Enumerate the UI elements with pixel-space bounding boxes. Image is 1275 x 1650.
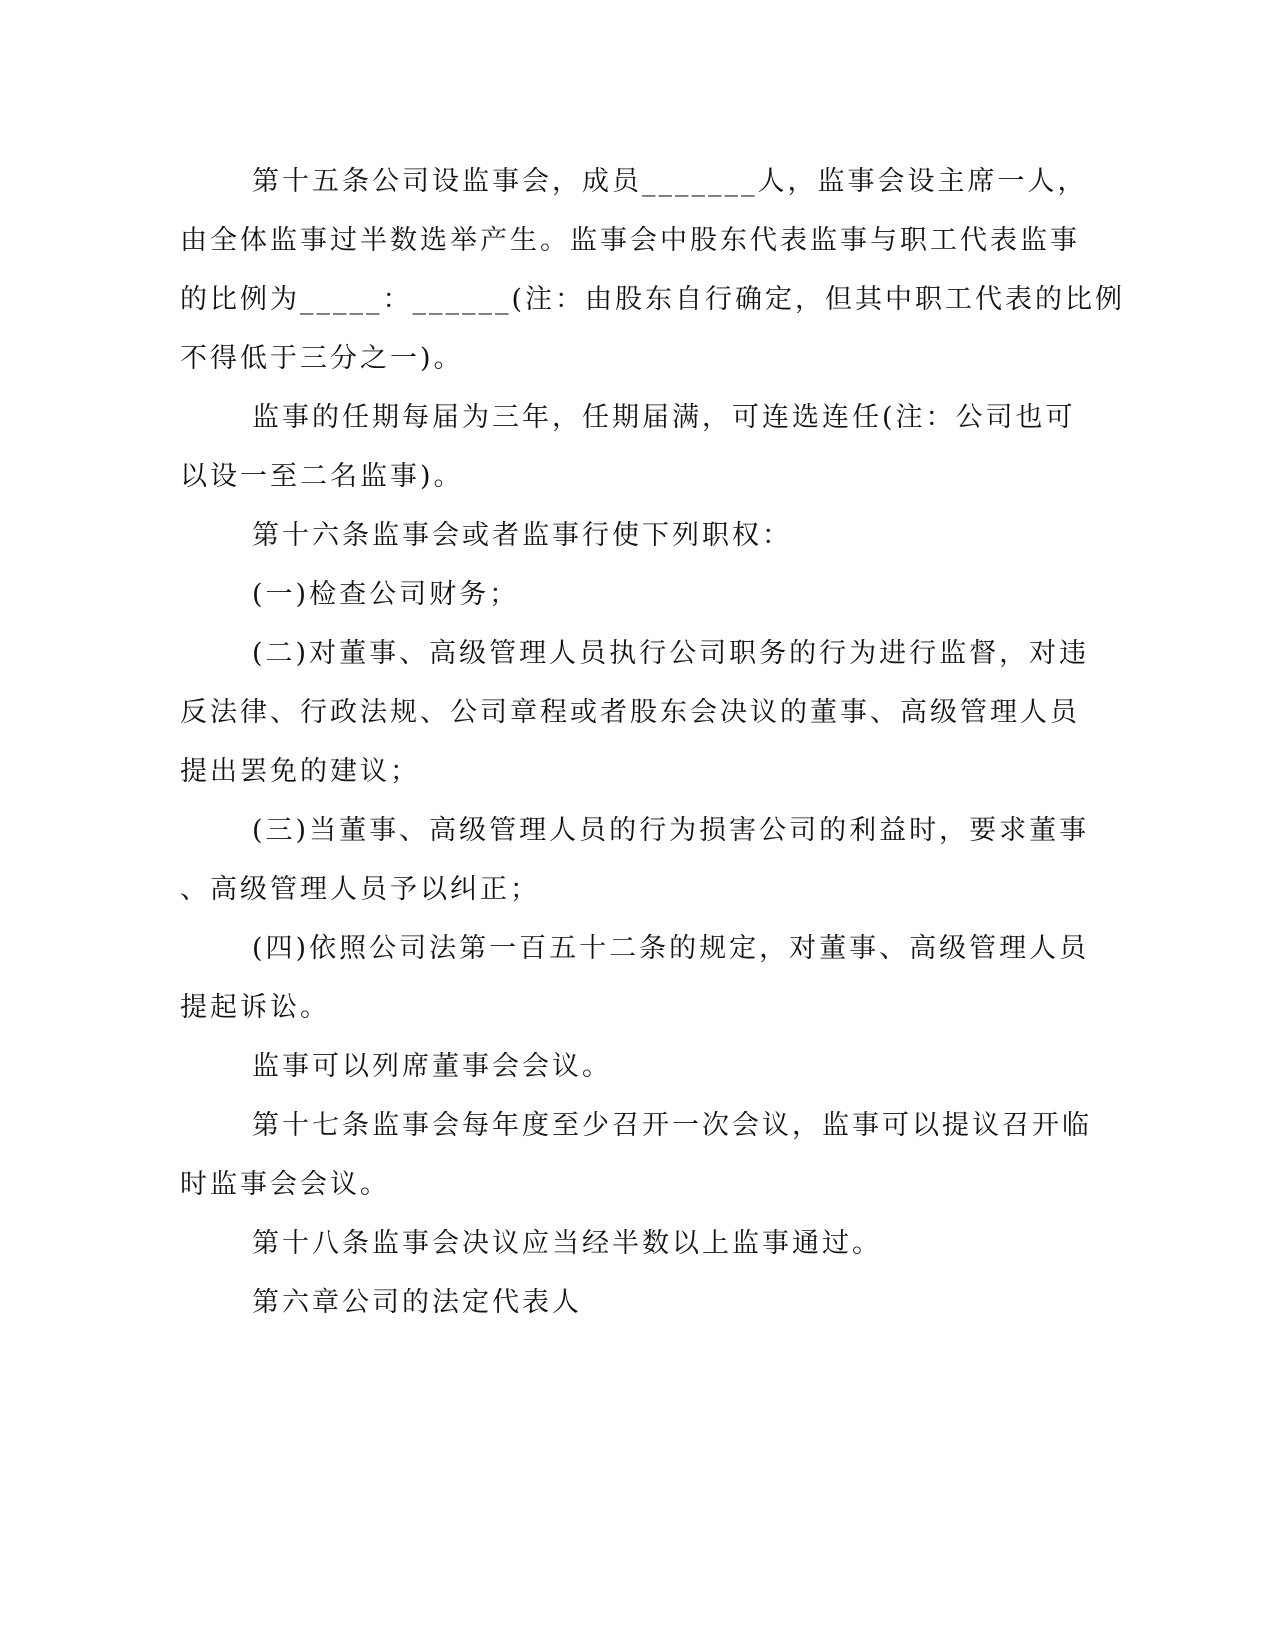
text-line: 由全体监事过半数选举产生。监事会中股东代表监事与职工代表监事 bbox=[180, 225, 1080, 256]
text-line: 反法律、行政法规、公司章程或者股东会决议的董事、高级管理人员 bbox=[180, 697, 1080, 728]
text-line: (三)当董事、高级管理人员的行为损害公司的利益时，要求董事 bbox=[252, 815, 1090, 846]
text-line: 第十五条公司设监事会，成员_______人，监事会设主席一人， bbox=[252, 166, 1088, 197]
text-line: (二)对董事、高级管理人员执行公司职务的行为进行监督，对违 bbox=[252, 638, 1090, 669]
text-line: 时监事会会议。 bbox=[180, 1169, 390, 1200]
text-line: 第十六条监事会或者监事行使下列职权： bbox=[252, 520, 792, 551]
text-line: 第十八条监事会决议应当经半数以上监事通过。 bbox=[252, 1228, 882, 1259]
text-line: 的比例为_____：______(注：由股东自行确定，但其中职工代表的比例 bbox=[180, 284, 1126, 315]
text-line: 监事可以列席董事会会议。 bbox=[252, 1051, 612, 1082]
text-line: (四)依照公司法第一百五十二条的规定，对董事、高级管理人员 bbox=[252, 933, 1090, 964]
text-line: 第十七条监事会每年度至少召开一次会议，监事可以提议召开临 bbox=[252, 1110, 1092, 1141]
text-line: 、高级管理人员予以纠正； bbox=[180, 874, 540, 905]
text-line: 以设一至二名监事)。 bbox=[180, 461, 464, 492]
text-line: (一)检查公司财务； bbox=[252, 579, 520, 610]
text-line: 提出罢免的建议； bbox=[180, 756, 420, 787]
text-line: 提起诉讼。 bbox=[180, 992, 330, 1023]
text-line: 监事的任期每届为三年，任期届满，可连选连任(注：公司也可 bbox=[252, 402, 1076, 433]
chapter-heading: 第六章公司的法定代表人 bbox=[252, 1287, 582, 1318]
text-line: 不得低于三分之一)。 bbox=[180, 343, 464, 374]
